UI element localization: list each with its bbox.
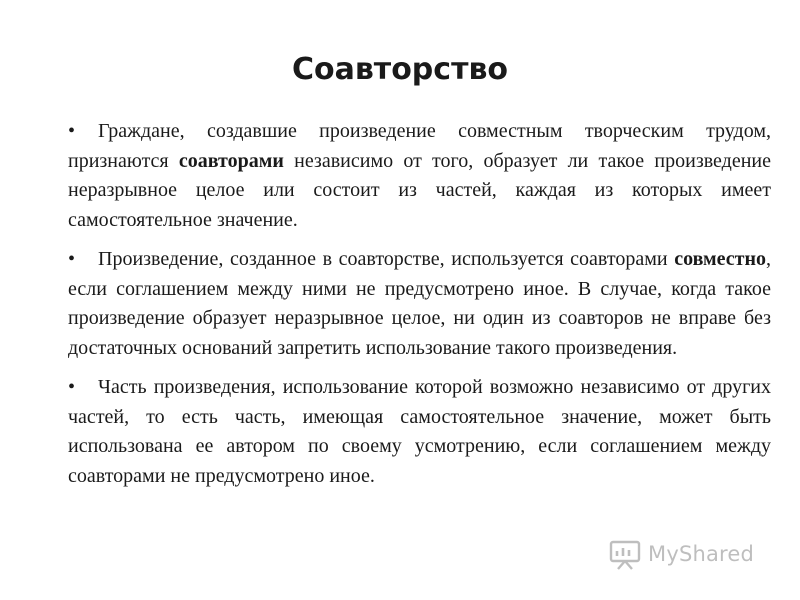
paragraph-1-bold-term: соавторами xyxy=(178,149,284,172)
watermark-logo-text: MyShared xyxy=(648,542,755,566)
paragraph-3-text: Часть произведения, использование которой возможно независимо от других частей, то есть часть, имеющая самостоятельное значение, может быть использована ее автором по своему усмотрению, если соглашением между соавторами не предусмотрено иное. xyxy=(68,376,771,487)
presentation-board-icon xyxy=(608,537,642,571)
paragraph-1-text-start: Граждане, создавшие произведение совместным творческим трудом, признаются xyxy=(68,120,771,172)
bullet-icon xyxy=(68,373,98,403)
paragraph-2-text-start: Произведение, созданное в соавторстве, используется соавторами xyxy=(98,248,675,270)
bullet-paragraph-1 xyxy=(68,117,771,235)
bullet-icon xyxy=(68,245,98,275)
paragraph-2-bold-term: совместно xyxy=(674,248,766,270)
paragraph-2-text-end: , если соглашением между ними не предусмотрено иное. В случае, когда такое произведение образует неразрывное целое, ни один из соавторов не вправе без достаточных оснований запретить использование такого произведения. xyxy=(68,248,771,359)
paragraph-1-text-end: независимо от того, образует ли такое произведение неразрывное целое или состоит из частей, каждая из которых имеет самостоятельное значение. xyxy=(68,149,771,231)
slide-body xyxy=(68,117,771,501)
bullet-paragraph-2 xyxy=(68,245,771,363)
bullet-icon xyxy=(68,117,98,147)
bullet-paragraph-3 xyxy=(68,373,771,491)
myshared-watermark xyxy=(608,536,754,572)
slide-title: Соавторство xyxy=(291,52,509,87)
